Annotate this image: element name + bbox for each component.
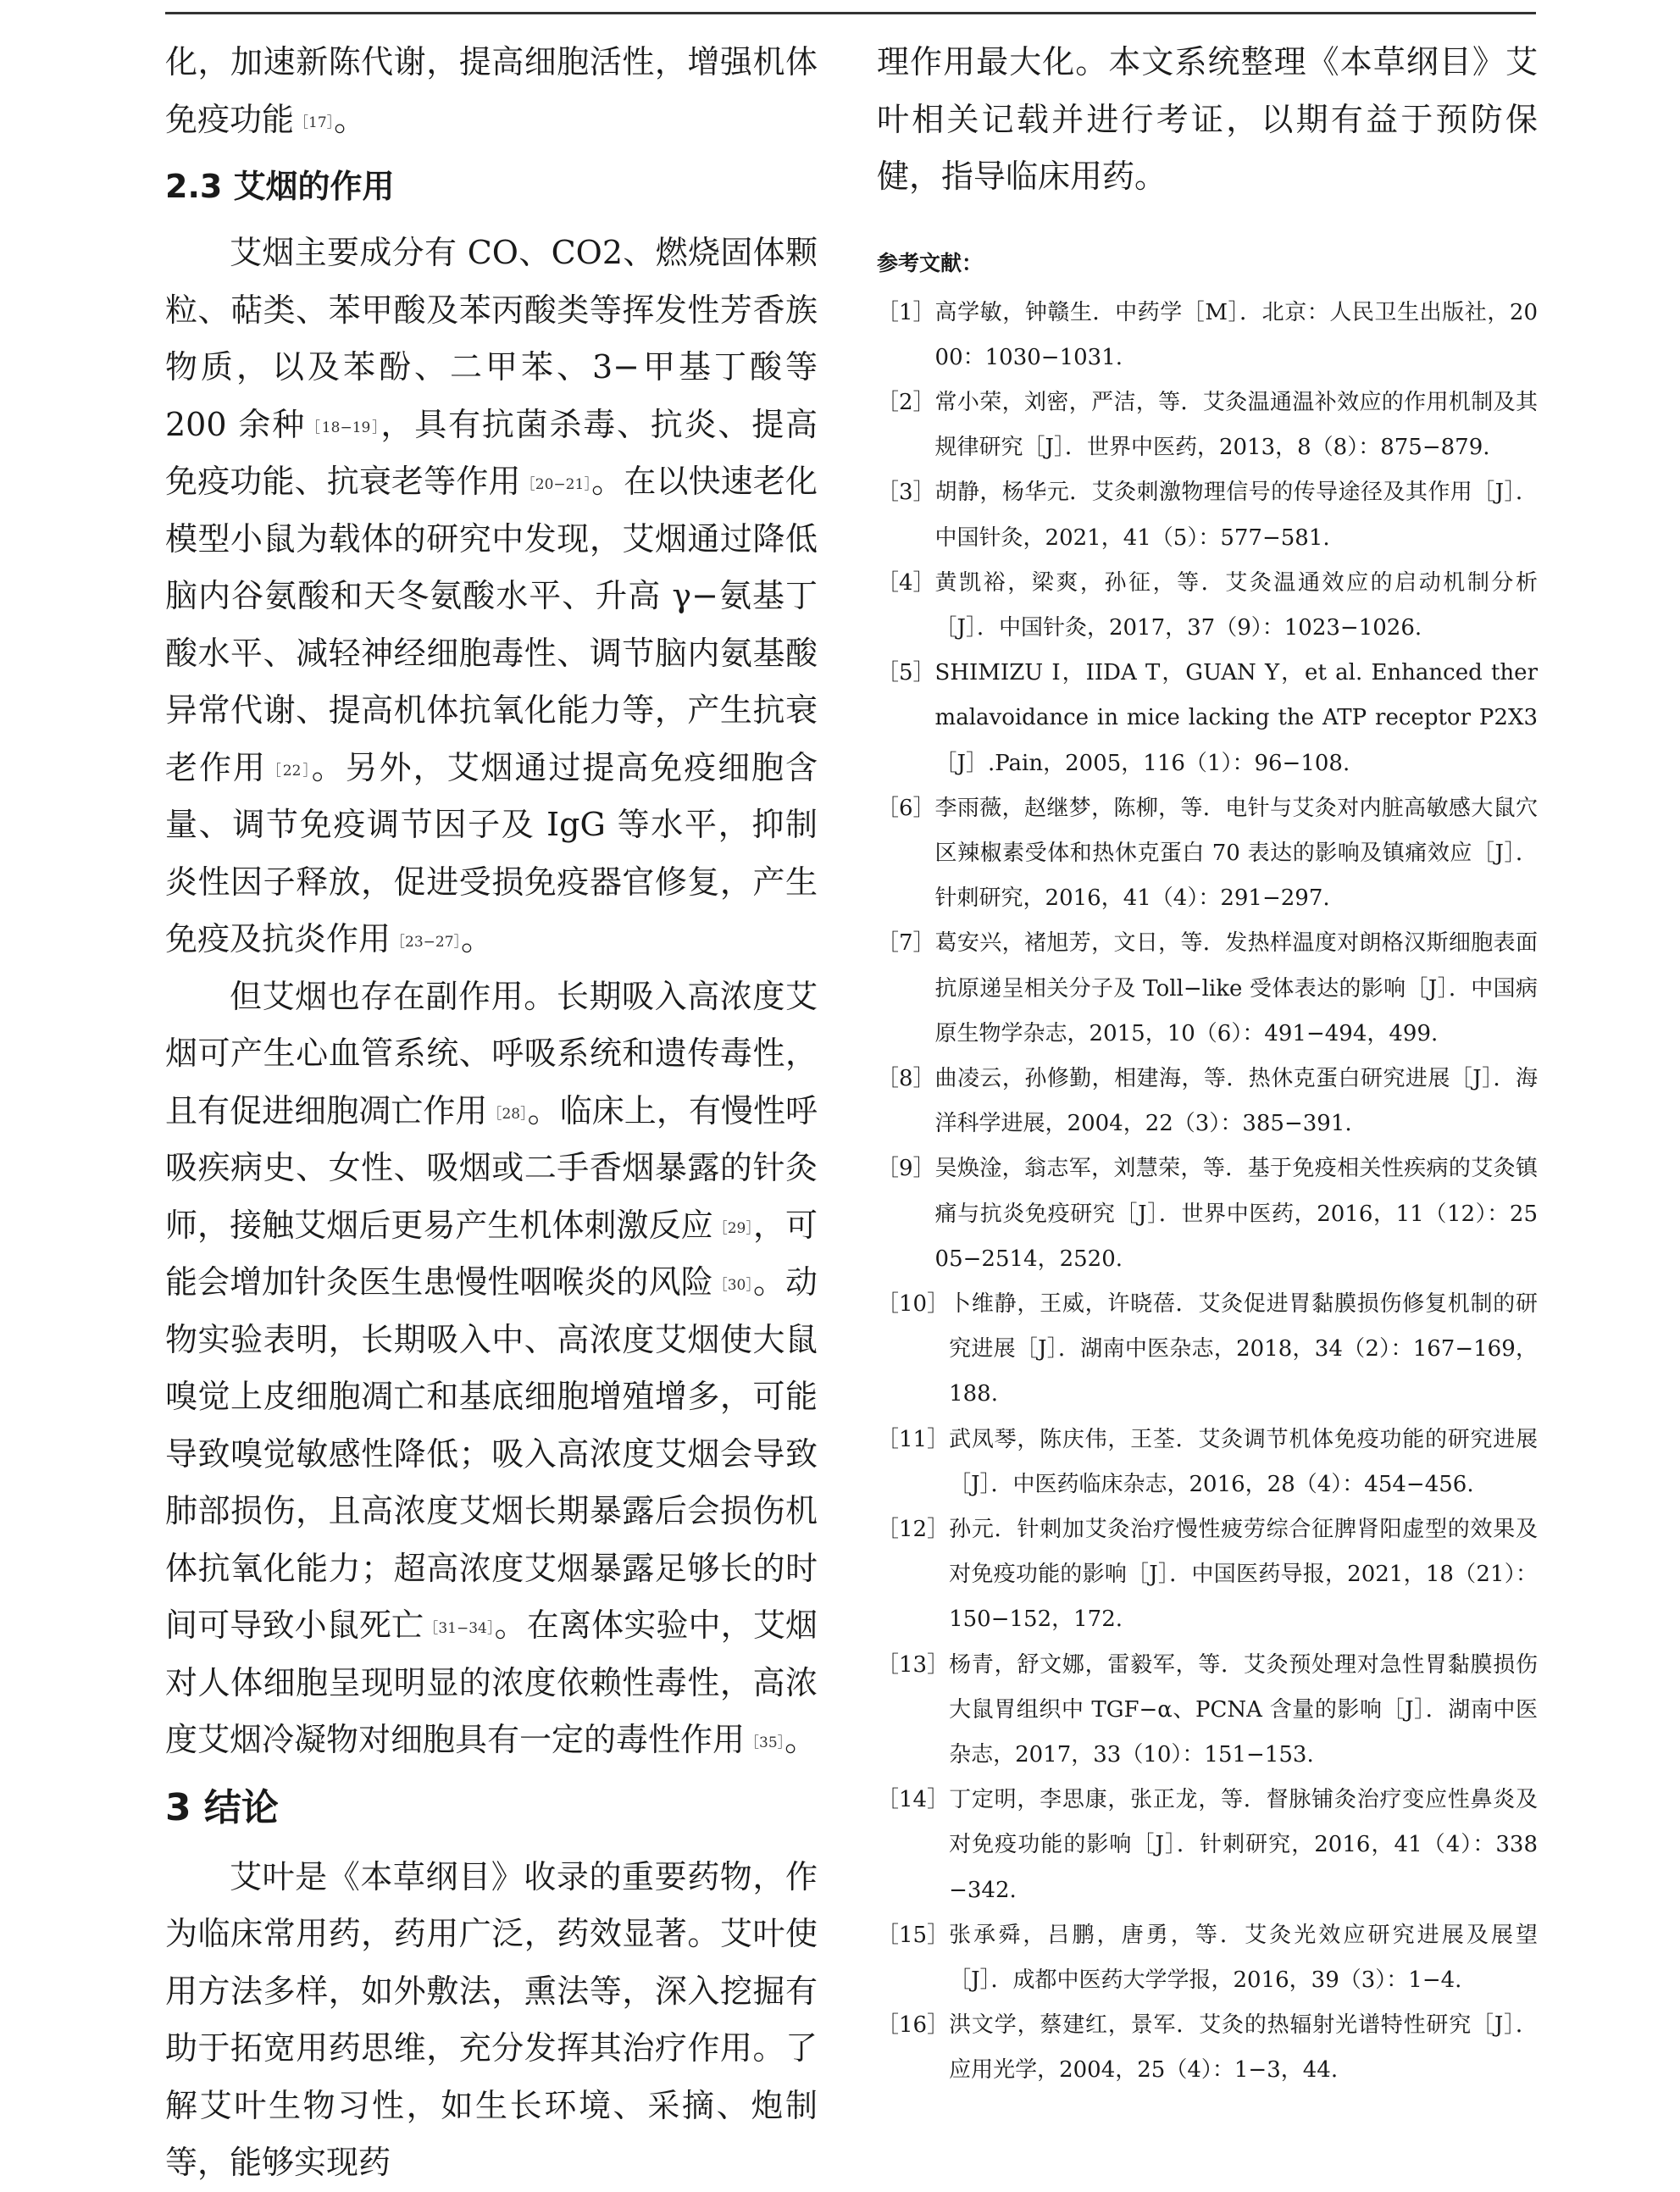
reference-number: ［9］ (877, 1156, 935, 1182)
reference-number: ［4］ (877, 569, 935, 596)
citation[interactable]: ［20−21］ (520, 476, 592, 493)
reference-text: 李雨薇，赵继梦，陈柳，等．电针与艾灸对内脏高敏感大鼠穴区辣椒素受体和热休克蛋白 70 表达的影响及镇痛效应［J］．针刺研究，2016，41（4）：291−297. (934, 795, 1538, 912)
citation[interactable]: ［30］ (712, 1277, 753, 1294)
citation[interactable]: ［28］ (487, 1105, 528, 1123)
section-heading-smoke: 2.3 艾烟的作用 (165, 168, 395, 205)
reference-number: ［1］ (877, 299, 935, 325)
reference-text: 常小荣，刘密，严洁，等．艾灸温通温补效应的作用机制及其规律研究［J］．世界中医药，2013，8（8）：875−879. (934, 389, 1538, 461)
left-column (165, 34, 818, 2192)
reference-number: ［13］ (877, 1651, 950, 1678)
reference-number: ［12］ (877, 1516, 950, 1542)
reference-item (877, 1507, 1538, 1643)
reference-text: 洪文学，蔡建红，景军．艾灸的热辐射光谱特性研究［J］．应用光学，2004，25（4）：1−3，44. (949, 2012, 1538, 2084)
reference-number: ［16］ (877, 2012, 950, 2039)
reference-number: ［15］ (877, 1922, 950, 1948)
citation[interactable]: ［18−19］ (306, 419, 381, 436)
citation[interactable]: ［23−27］ (391, 934, 462, 951)
reference-number: ［6］ (877, 795, 935, 821)
reference-item (877, 1778, 1538, 1913)
reference-number: ［2］ (877, 389, 935, 415)
reference-text: 武凤琴，陈庆伟，王荃．艾灸调节机体免疫功能的研究进展［J］．中医药临床杂志，2016，28（4）：454−456. (949, 1426, 1538, 1497)
reference-text: 孙元．针刺加艾灸治疗慢性疲劳综合征脾肾阳虚型的效果及对免疫功能的影响［J］．中国医药导报，2021，18（21）：150−152，172. (949, 1516, 1538, 1633)
reference-number: ［11］ (877, 1426, 950, 1452)
reference-item (877, 1643, 1538, 1779)
reference-item (877, 291, 1538, 380)
reference-number: ［5］ (877, 660, 935, 686)
reference-text: 曲凌云，孙修勤，相建海，等．热休克蛋白研究进展［J］．海洋科学进展，2004，22（3）：385−391. (934, 1065, 1538, 1137)
reference-number: ［8］ (877, 1065, 935, 1091)
paragraph-side-effects: 但艾烟也存在副作用。长期吸入高浓度艾烟可产生心血管系统、呼吸系统和遗传毒性，且有促进细胞凋亡作用$^{[28]}$。临床上，有慢性呼吸疾病史、女性、吸烟或二手香烟暴露的针灸师，接触艾烟后更易产生机体刺激反应$^{[29]}$，可能会增加针灸医生患慢性咽喉炎的风险$^{[30]}$。动物实验表明，长期吸入中、高浓度艾烟使大鼠嗅觉上皮细胞凋亡和基底细胞增殖增多，可能导致嗅觉敏感性降低；吸入高浓度艾烟会导致肺部损伤，且高浓度艾烟长期暴露后会损伤机体抗氧化能力；超高浓度艾烟暴露足够长的时间可导致小鼠死亡$^{[31-34]}$。在离体实验中，艾烟对人体细胞呈现明显的浓度依赖性毒性，高浓度艾烟冷凝物对细胞具有一定的毒性作用$^{[35]}$。 (165, 977, 818, 1758)
reference-item (877, 1146, 1538, 1282)
citation[interactable]: ［22］ (266, 762, 312, 780)
reference-item (877, 786, 1538, 922)
reference-number: ［10］ (877, 1290, 950, 1317)
reference-item (877, 1913, 1538, 2003)
reference-text: 张承舜，吕鹏，唐勇，等．艾灸光效应研究进展及展望［J］．成都中医药大学学报，2016，39（3）：1−4. (949, 1922, 1538, 1994)
reference-item (877, 651, 1538, 786)
reference-text: 杨青，舒文娜，雷毅军，等．艾灸预处理对急性胃黏膜损伤大鼠胃组织中 TGF−α、PCNA 含量的影响［J］．湖南中医杂志，2017，33（10）：151−153. (949, 1651, 1538, 1767)
reference-item (877, 1057, 1538, 1146)
citation[interactable]: ［35］ (745, 1734, 785, 1751)
header-rule (165, 12, 1536, 14)
reference-item (877, 380, 1538, 470)
reference-item (877, 921, 1538, 1057)
paragraph-smoke-effects: 艾烟主要成分有 CO、CO2、燃烧固体颗粒、萜类、苯甲酸及苯丙酸类等挥发性芳香族物质，以及苯酚、二甲苯、3−甲基丁酸等 200 余种$^{[18-19]}$，具有抗菌杀毒、抗炎、提高免疫功能、抗衰老等作用$^{[20-21]}$。在以快速老化模型小鼠为载体的研究中发现，艾烟通过降低脑内谷氨酸和天冬氨酸水平、升高 γ−氨基丁酸水平、减轻神经细胞毒性、调节脑内氨基酸异常代谢、提高机体抗氧化能力等，产生抗衰老作用$^{[22]}$。另外，艾烟通过提高免疫细胞含量、调节免疫调节因子及 IgG 等水平，抑制炎性因子释放，促进受损免疫器官修复，产生免疫及抗炎作用$^{[23-27]}$。 (165, 234, 818, 957)
reference-text: 胡静，杨华元．艾灸刺激物理信号的传导途径及其作用［J］．中国针灸，2021，41（5）：577−581. (934, 480, 1538, 551)
reference-text: 卜维静，王威，许晓蓓．艾灸促进胃黏膜损伤修复机制的研究进展［J］．湖南中医杂志，2018，34（2）：167−169，188. (949, 1290, 1538, 1407)
reference-item (877, 1282, 1538, 1418)
right-column (877, 34, 1538, 2094)
reference-text: 吴焕淦，翁志军，刘慧荣，等．基于免疫相关性疾病的艾灸镇痛与抗炎免疫研究［J］．世界中医药，2016，11（12）：2505−2514，2520. (934, 1156, 1538, 1272)
reference-text: 黄凯裕，梁爽，孙征，等．艾灸温通效应的启动机制分析［J］．中国针灸，2017，37（9）：1023−1026. (934, 569, 1538, 641)
paragraph-continued: 化，加速新陈代谢，提高细胞活性，增强机体免疫功能$^{[17]}$。 (165, 43, 818, 138)
section-heading-conclusion: 3 结论 (165, 1785, 279, 1829)
reference-item (877, 470, 1538, 560)
reference-text: 丁定明，李思康，张正龙，等．督脉铺灸治疗变应性鼻炎及对免疫功能的影响［J］．针刺研究，2016，41（4）：338−342. (949, 1787, 1538, 1903)
reference-number: ［14］ (877, 1787, 950, 1813)
citation[interactable]: ［17］ (294, 114, 335, 131)
paragraph-conclusion: 艾叶是《本草纲目》收录的重要药物，作为临床常用药，药用广泛，药效显著。艾叶使用方法多样，如外敷法，熏法等，深入挖掘有助于拓宽用药思维，充分发挥其治疗作用。了解艾叶生物习性，如生长环境、采摘、炮制等，能够实现药 (165, 1857, 818, 2181)
reference-number: ［3］ (877, 480, 935, 506)
reference-text: 高学敏，钟赣生．中药学［M］．北京：人民卫生出版社，2000：1030−1031. (934, 299, 1538, 370)
reference-number: ［7］ (877, 930, 935, 957)
citation[interactable]: ［31−34］ (424, 1620, 495, 1637)
reference-text: 葛安兴，褚旭芳，文日，等．发热样温度对朗格汉斯细胞表面抗原递呈相关分子及 Toll−like 受体表达的影响［J］．中国病原生物学杂志，2015，10（6）：491−494，499. (934, 930, 1538, 1046)
paragraph-conclusion-continued: 理作用最大化。本文系统整理《本草纲目》艾叶相关记载并进行考证，以期有益于预防保健，指导临床用药。 (877, 43, 1538, 195)
reference-text: SHIMIZU I，IIDA T，GUAN Y，et al. Enhanced thermalavoidance in mice lacking the ATP receptor P2X3［J］.Pain，2005，116（1）：96−108. (934, 660, 1538, 776)
references-title: 参考文献： (877, 250, 984, 275)
reference-item (877, 561, 1538, 651)
reference-item (877, 2003, 1538, 2093)
references-list (877, 291, 1538, 2094)
reference-item (877, 1418, 1538, 1507)
citation[interactable]: ［29］ (712, 1219, 753, 1237)
